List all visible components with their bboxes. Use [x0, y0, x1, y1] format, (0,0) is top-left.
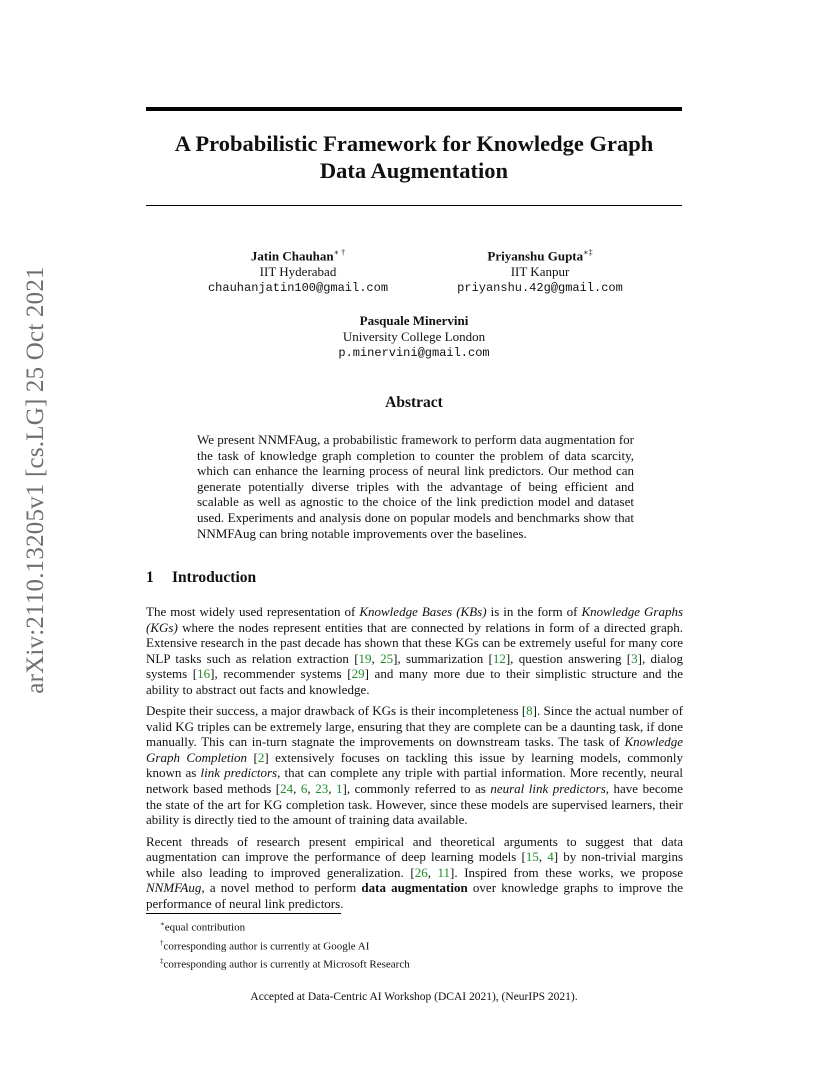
footnotes — [160, 917, 410, 973]
citation-link[interactable]: 8 — [526, 703, 533, 719]
author-email[interactable]: priyanshu.42g@gmail.com — [457, 281, 623, 296]
section-heading — [146, 569, 256, 587]
citation-link[interactable]: 4 — [547, 849, 554, 865]
author-marks: ∗ † — [333, 248, 346, 257]
citation-link[interactable]: 25 — [380, 650, 394, 666]
arxiv-sidebar — [14, 266, 58, 694]
title-line-1: A Probabilistic Framework for Knowledge Graph — [174, 131, 654, 156]
author-block-1 — [198, 245, 398, 296]
footnote-1: ∗equal contribution — [160, 920, 246, 934]
section-title: Introduction — [172, 569, 257, 586]
citation-link[interactable]: 1 — [335, 781, 343, 797]
citation-link[interactable]: 16 — [197, 666, 211, 682]
author-email[interactable]: chauhanjatin100@gmail.com — [207, 281, 389, 296]
venue-footer: Accepted at Data-Centric AI Workshop (DCAI 2021), (NeurIPS 2021). — [250, 991, 578, 1003]
abstract-text: We present NNMFAug, a probabilistic framework to perform data augmentation for the task of knowledge graph completion to counter the problem of data scarcity, which can enhance the learning process of neural link predictors. Our method can generate potentially diverse triples with the advantage of being efficient and scalable as well as agnostic to the choice of the link prediction model and dataset used. Experiments and analysis done on popular models and benchmarks show that NNMFAug can bring notable improvements over the baselines. — [197, 432, 634, 541]
citation-link[interactable]: 23 — [315, 781, 329, 797]
title-line-2: Data Augmentation — [319, 158, 509, 183]
author-name: Jatin Chauhan — [250, 248, 334, 264]
abstract-heading: Abstract — [385, 394, 443, 411]
citation-link[interactable]: 6 — [300, 781, 308, 797]
citation-link[interactable]: 11 — [437, 864, 451, 880]
paragraph-2: Despite their success, a major drawback of KGs is their incompleteness [8]. Since the actual number of valid KG triples can be extremely large, ensuring that they are complete can be a daunting task, if done manually. This can in-turn stagnate the improvements on downstream tasks. The task of Knowledge Graph Completion [2] extensively focuses on tackling this issue by learning models, commonly known as link predictors, that can complete any triple with partial information. More recently, neural network based methods [24, 6, 23, 1], commonly referred to as neural link predictors, have become the state of the art for KG completion task. However, since these models are supervised learners, their ability is directly tied to the amount of training data available. — [146, 703, 684, 828]
footnote-3: ‡corresponding author is currently at Microsoft Research — [160, 957, 410, 971]
introduction-body — [146, 604, 683, 917]
author-affiliation: University College London — [342, 329, 486, 344]
title-bottom-rule — [146, 205, 682, 206]
author-marks: ∗‡ — [583, 248, 593, 257]
author-name: Priyanshu Gupta — [487, 248, 584, 264]
footnote-rule — [146, 913, 341, 914]
paragraph-3: Recent threads of research present empirical and theoretical arguments to suggest that data augmentation can improve the performance of deep learning models [15, 4] by non-trivial margins while also leading to improved generalization. [26, 11]. Inspired from these works, we propose NNMFAug, a novel method to perform data augmentation over knowledge graphs to improve the performance of neural link predictors. — [146, 833, 683, 911]
author-name: Pasquale Minervini — [359, 313, 469, 328]
author-affiliation: IIT Kanpur — [510, 264, 570, 280]
citation-link[interactable]: 26 — [414, 864, 428, 880]
footnote-2: †corresponding author is currently at Google AI — [160, 938, 370, 953]
author-affiliation: IIT Hyderabad — [259, 264, 337, 280]
citation-link[interactable]: 29 — [351, 666, 365, 682]
author-block-3 — [314, 313, 514, 361]
arxiv-identifier: arXiv:2110.13205v1 [cs.LG] 25 Oct 2021 — [22, 266, 49, 694]
author-email[interactable]: p.minervini@gmail.com — [338, 346, 490, 360]
citation-link[interactable]: 24 — [280, 781, 294, 797]
paragraph-1: The most widely used representation of Knowledge Bases (KBs) is in the form of Knowledge Graphs (KGs) where the nodes represent entities that are connected by relations in form of a directed graph. Extensive research in the past decade has shown that these KGs can be extremely useful for many core NLP tasks such as relation extraction [19, 25], summarization [12], question answering [3], dialog systems [16], recommender systems [29] and many more due to their simplistic structure and the ability to abstract out facts and knowledge. — [146, 604, 684, 697]
citation-link[interactable]: 2 — [257, 749, 265, 765]
citation-link[interactable]: 12 — [492, 650, 506, 666]
citation-link[interactable]: 15 — [525, 849, 539, 865]
citation-link[interactable]: 19 — [358, 650, 372, 666]
paper-title — [146, 130, 682, 184]
title-top-rule — [146, 107, 682, 111]
author-block-2 — [440, 245, 640, 296]
citation-link[interactable]: 3 — [631, 650, 638, 666]
section-number: 1 — [146, 569, 154, 586]
